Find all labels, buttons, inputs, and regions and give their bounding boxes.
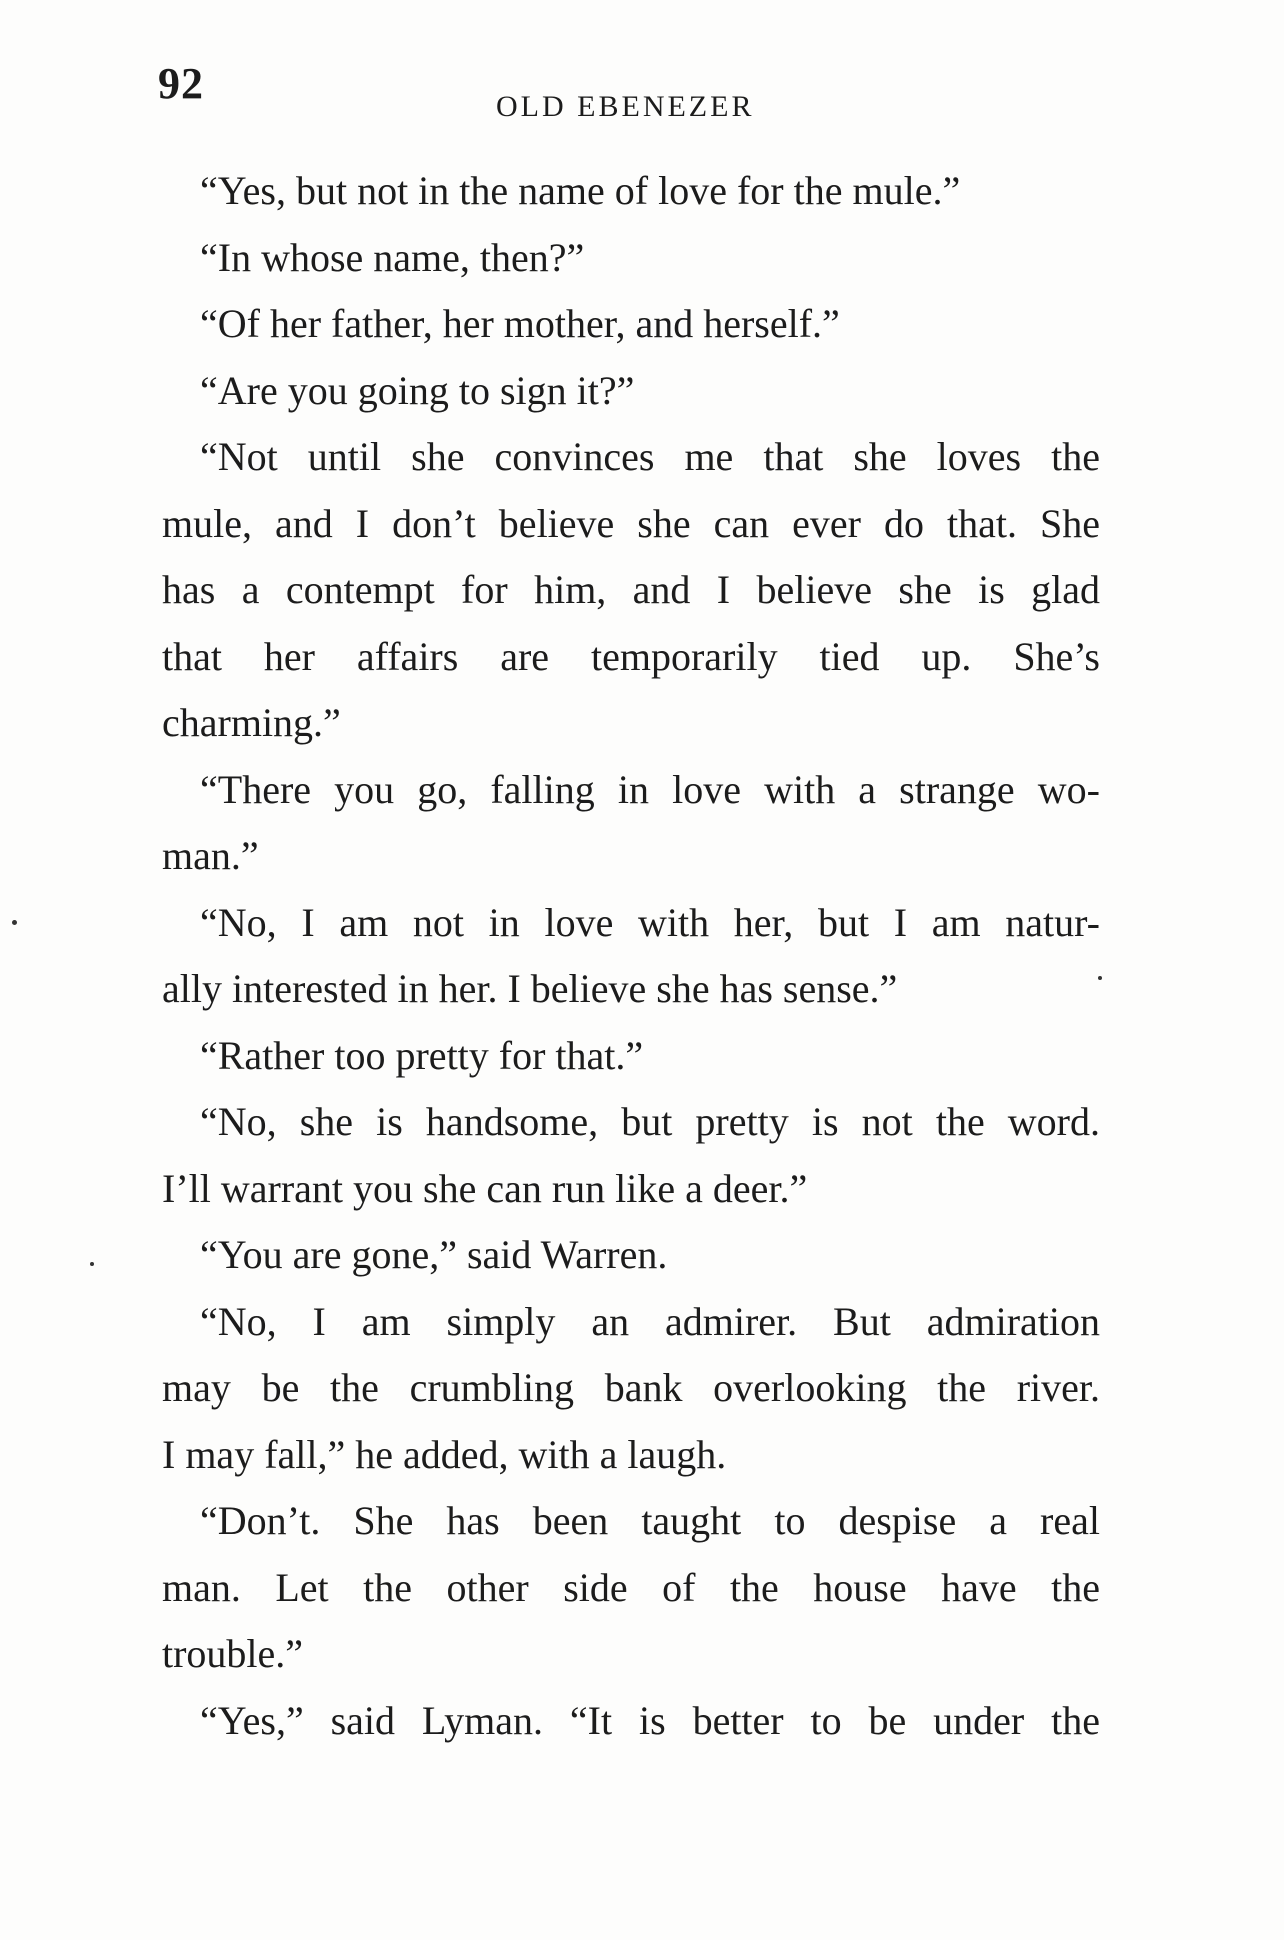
text-line: “Are you going to sign it?” [200,367,635,413]
text-line: I may fall,” he added, with a laugh. [162,1431,727,1477]
text-line: “Yes,” said Lyman. “It is better to be under the [200,1697,1100,1743]
text-line: “Rather too pretty for that.” [200,1032,644,1078]
text-line: mule, and I don’t believe she can ever do that. She [162,500,1100,546]
text-line: charming.” [162,700,341,745]
running-head: OLD EBENEZER [496,90,755,123]
ink-speck [1098,976,1102,980]
text-line: “No, I am simply an admirer. But admiration [200,1298,1100,1344]
text-line: “Not until she convinces me that she loves the [200,434,1100,479]
text-line: “No, she is handsome, but pretty is not the word. [200,1099,1100,1144]
text-line: “There you go, falling in love with a strange wo- [200,766,1100,812]
ink-speck [12,920,17,925]
text-line: I’ll warrant you she can run like a deer.” [162,1165,808,1211]
text-line: may be the crumbling bank overlooking the river. [162,1365,1100,1410]
text-line: has a contempt for him, and I believe she is glad [162,567,1100,612]
text-line: trouble.” [162,1631,304,1676]
text-line: “Of her father, her mother, and herself.” [200,301,840,346]
text-line: ally interested in her. I believe she has sense.” [162,966,898,1011]
text-line: “In whose name, then?” [200,234,585,280]
text-line: that her affairs are temporarily tied up. She’s [162,633,1100,679]
text-line: “No, I am not in love with her, but I am natur- [200,899,1100,945]
ink-speck [90,1262,94,1266]
body-text [162,158,1100,1754]
text-line: man. Let the other side of the house have the [162,1564,1100,1610]
text-line: “Yes, but not in the name of love for the mule.” [200,168,961,213]
page-number: 92 [158,59,204,108]
text-line: “Don’t. She has been taught to despise a real [200,1498,1100,1543]
text-line: man.” [162,833,259,878]
text-line: “You are gone,” said Warren. [200,1232,668,1277]
